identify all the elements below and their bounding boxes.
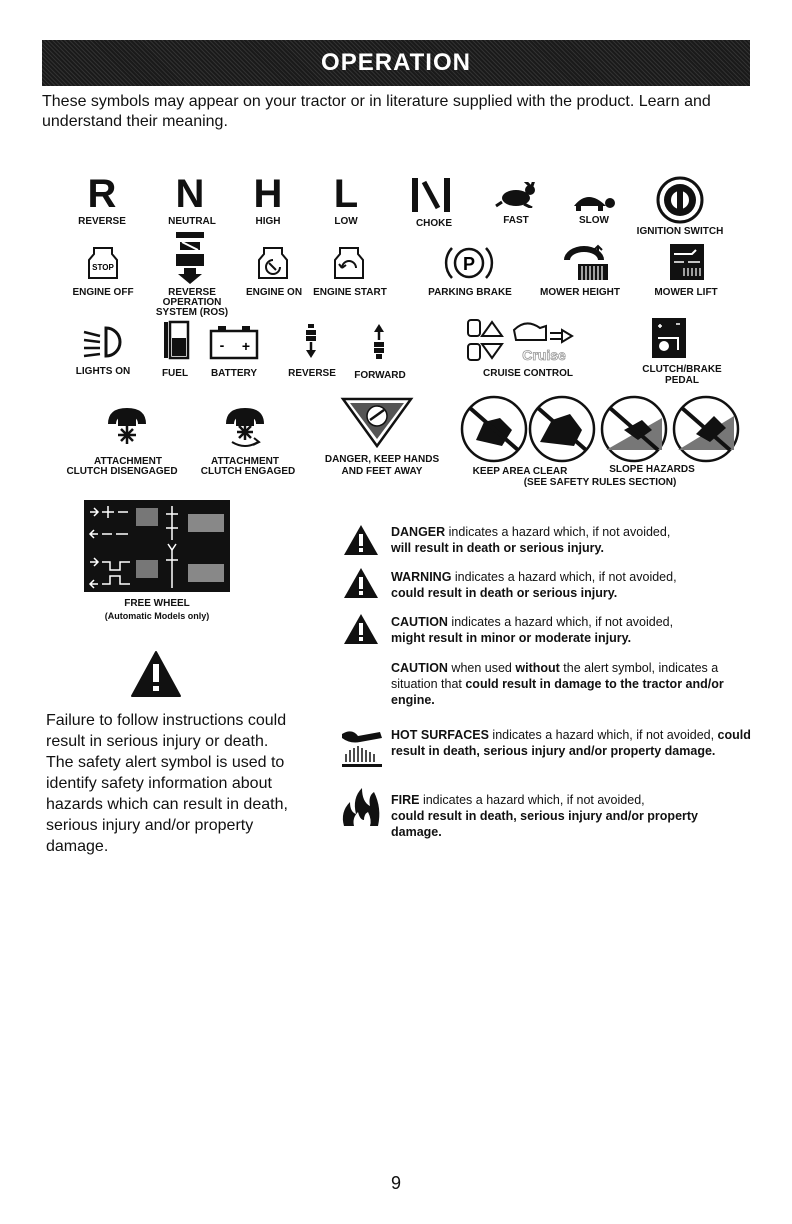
fast-label: FAST — [503, 215, 529, 226]
danger-hands-label-2: AND FEET AWAY — [341, 466, 423, 477]
slow-label: SLOW — [579, 215, 609, 226]
hot-surfaces-text: indicates a hazard which, if not avoided, — [488, 728, 718, 742]
free-wheel-icon — [84, 500, 230, 592]
fuel-icon — [160, 318, 190, 360]
hot-surfaces-icon — [340, 724, 384, 768]
keep-area-clear-icon-2 — [530, 397, 594, 461]
engine-start-label: ENGINE START — [313, 287, 387, 298]
reverse-label: REVERSE — [78, 216, 126, 227]
caution2-without: without — [515, 661, 560, 675]
engine-off-label: ENGINE OFF — [72, 287, 134, 298]
fire-icon — [340, 786, 382, 828]
cruise-control-label: CRUISE CONTROL — [483, 368, 573, 379]
caution-alert-icon — [342, 612, 380, 646]
forward-arrow-label: FORWARD — [354, 370, 406, 381]
battery-icon — [208, 326, 260, 360]
hot-surfaces-consequence: could result in death, serious injury and/or property damage. — [391, 728, 751, 758]
reverse-letter: R — [87, 172, 117, 216]
cruise-text: Cruise — [522, 347, 566, 363]
keep-area-clear-icon-1 — [462, 397, 526, 461]
free-wheel-label: FREE WHEEL — [124, 598, 190, 609]
page-number: 9 — [390, 1173, 401, 1193]
keep-area-clear-label: KEEP AREA CLEAR — [472, 466, 568, 477]
section-banner — [42, 40, 750, 86]
caution-text: indicates a hazard which, if not avoided, — [447, 615, 674, 629]
lights-on-icon — [80, 322, 130, 362]
caution2-text-2: the alert symbol, indicates a situation that — [391, 661, 719, 691]
choke-label: CHOKE — [415, 218, 453, 229]
free-wheel-sublabel: (Automatic Models only) — [104, 611, 210, 621]
attach-engaged-label-2: CLUTCH ENGAGED — [200, 466, 296, 477]
high-label: HIGH — [255, 216, 281, 227]
fire-consequence: could result in death, serious injury and/or property damage. — [391, 809, 698, 839]
engine-on-icon — [256, 244, 290, 282]
ignition-switch-icon — [654, 176, 706, 224]
slope-hazard-icon-1 — [602, 397, 666, 461]
neutral-label: NEUTRAL — [168, 216, 216, 227]
engine-start-icon — [332, 244, 366, 282]
hot-surfaces-definition — [391, 727, 751, 759]
clutch-brake-icon — [652, 318, 686, 358]
attach-disengaged-label-1: ATTACHMENT — [94, 456, 162, 467]
lights-on-label: LIGHTS ON — [75, 366, 131, 377]
neutral-letter: N — [175, 172, 205, 216]
caution2-word: CAUTION — [391, 661, 448, 675]
parking-brake-text: P — [462, 254, 476, 274]
low-label: LOW — [334, 216, 358, 227]
intro-text: These symbols may appear on your tractor or in literature supplied with the product. Learn and understand their meaning. — [42, 93, 711, 130]
parking-brake-label: PARKING BRAKE — [428, 287, 512, 298]
caution-definition — [391, 614, 751, 646]
hot-surfaces-word: HOT SURFACES — [391, 728, 489, 742]
engine-off-icon — [86, 244, 120, 282]
battery-minus: - — [219, 337, 225, 353]
attach-disengaged-label-2: CLUTCH DISENGAGED — [66, 466, 178, 477]
safety-alert-icon — [130, 650, 182, 698]
engine-off-stop-text: STOP — [92, 263, 114, 272]
reverse-arrow-label: REVERSE — [288, 368, 336, 379]
danger-word: DANGER — [391, 525, 446, 539]
alert-explanation: Failure to follow instructions could result in serious injury or death. The safety alert symbol is used to identify safety information about hazards which can result in death, serious injury and/or property damage. — [46, 712, 288, 855]
slope-hazard-icon-2 — [674, 397, 738, 461]
clutch-brake-label-1: CLUTCH/BRAKE — [642, 364, 722, 375]
keep-clear-slope-icons — [456, 394, 746, 464]
free-wheel-caption — [84, 598, 230, 622]
danger-hands-icon — [340, 396, 414, 448]
slope-hazards-label: SLOPE HAZARDS — [609, 464, 695, 475]
attachment-engaged-icon — [222, 404, 268, 450]
battery-label: BATTERY — [210, 368, 258, 379]
ignition-switch-label: IGNITION SWITCH — [636, 226, 724, 237]
parking-brake-icon — [442, 242, 496, 284]
choke-icon — [410, 176, 452, 214]
fire-text: indicates a hazard which, if not avoided, — [419, 793, 645, 807]
reverse-arrow-icon — [300, 322, 322, 360]
fire-definition — [391, 792, 751, 840]
rabbit-icon — [494, 182, 538, 208]
ros-icon — [172, 230, 208, 286]
low-letter: L — [333, 172, 359, 216]
clutch-brake-label-2: PEDAL — [665, 375, 699, 386]
warning-text: indicates a hazard which, if not avoided, — [451, 570, 677, 584]
mower-lift-label: MOWER LIFT — [654, 287, 718, 298]
ros-label-1: REVERSE — [168, 287, 216, 298]
danger-definition — [391, 524, 751, 556]
battery-plus: + — [241, 338, 251, 354]
turtle-icon — [568, 188, 618, 212]
caution2-consequence: could result in damage to the tractor and/or engine. — [391, 677, 724, 707]
danger-text: indicates a hazard which, if not avoided, — [445, 525, 671, 539]
attach-engaged-label-1: ATTACHMENT — [211, 456, 279, 467]
caution-consequence: might result in minor or moderate injury. — [391, 631, 632, 645]
fuel-label: FUEL — [161, 368, 189, 379]
mower-height-icon — [558, 242, 612, 282]
caution-word: CAUTION — [391, 615, 448, 629]
danger-alert-icon — [342, 523, 380, 557]
danger-hands-label-1: DANGER, KEEP HANDS — [324, 454, 440, 465]
section-title: OPERATION — [321, 49, 471, 76]
warning-word: WARNING — [391, 570, 452, 584]
mower-lift-icon — [670, 244, 704, 280]
cruise-control-icon — [466, 318, 592, 364]
warning-alert-icon — [342, 566, 380, 600]
fire-word: FIRE — [391, 793, 420, 807]
see-safety-label: (SEE SAFETY RULES SECTION) — [523, 477, 677, 488]
engine-on-label: ENGINE ON — [245, 287, 303, 298]
ros-label-3: SYSTEM (ROS) — [155, 307, 229, 318]
high-letter: H — [253, 172, 283, 216]
warning-definition — [391, 569, 751, 601]
mower-height-label: MOWER HEIGHT — [540, 287, 620, 298]
ros-label-2: OPERATION — [162, 297, 222, 308]
warning-consequence: could result in death or serious injury. — [391, 586, 618, 600]
forward-arrow-icon — [368, 322, 390, 362]
danger-consequence: will result in death or serious injury. — [391, 541, 605, 555]
attachment-disengaged-icon — [104, 404, 150, 446]
caution-no-symbol-definition — [391, 660, 731, 708]
caution2-text-1: when used — [447, 661, 516, 675]
